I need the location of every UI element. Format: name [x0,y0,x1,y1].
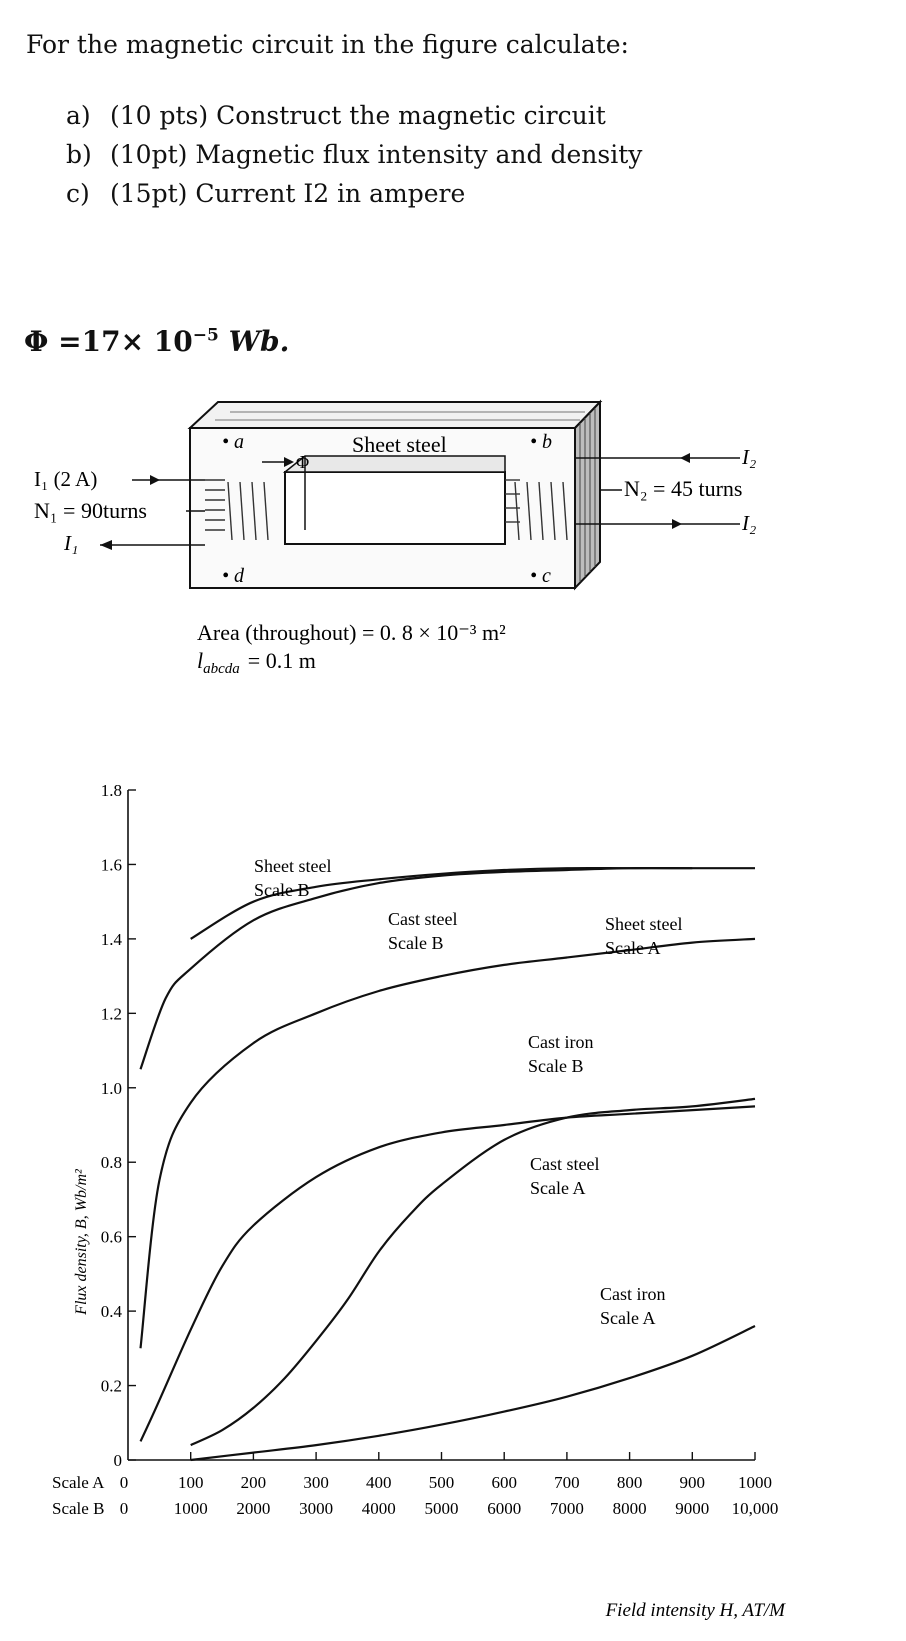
part-c-text: (15pt) Current I2 in ampere [110,179,466,208]
part-b [66,135,642,174]
x-tick-label-scale-a: 0 [119,1473,129,1492]
part-b-label: b) [66,140,92,169]
arrowhead-icon [150,475,160,485]
point-d-label: • d [222,565,245,587]
problem-intro: For the magnetic circuit in the figure calculate: [26,30,629,59]
part-c [66,174,642,213]
plot-frame [128,790,755,1460]
x-axis-label: Field intensity H, AT/M [605,1600,785,1621]
x-tick-label-scale-a: 1000 [738,1473,772,1492]
x-tick-label-scale-b: 9000 [675,1499,710,1518]
curve-annotation-scale: Scale A [530,1178,586,1198]
y-tick-label: 0.4 [100,1302,122,1322]
bh-curve-5 [191,1099,755,1445]
y-tick-label: 1.4 [100,929,122,949]
coil-1-turns-label: N₁ = 90turns [34,498,147,523]
y-tick-label: 0.2 [100,1376,122,1396]
material-label: Sheet steel [352,432,447,457]
magnetic-core-figure [0,390,906,710]
y-tick-label: 0.6 [100,1227,122,1247]
coil-2-current-label: I₂ [742,445,757,469]
curve-annotation-scale: Scale A [600,1308,656,1328]
given-flux-unit: Wb. [228,325,290,358]
part-a-label: a) [66,101,91,130]
arrowhead-icon [100,540,112,550]
x-tick-label-scale-b: 2000 [236,1499,271,1518]
bh-curve-6 [191,1326,755,1460]
bh-curve-2 [141,868,756,1069]
y-tick-label: 1.2 [100,1004,122,1024]
given-flux [24,325,289,358]
point-b-label: • b [530,431,553,453]
x-tick-label-scale-b: 8000 [612,1499,647,1518]
area-label: Area (throughout) = 0. 8 × 10⁻³ m² [197,620,506,645]
given-flux-prefix: Φ =17× 10 [24,325,193,358]
x-tick-label-scale-b: 0 [119,1499,129,1518]
x-tick-label-scale-b: 6000 [487,1499,522,1518]
bh-curve-chart [0,781,906,1640]
x-tick-label-scale-a: 300 [303,1473,329,1492]
x-tick-label-scale-a: 900 [679,1473,706,1492]
x-tick-label-scale-b: 4000 [361,1499,396,1518]
x-tick-label-scale-b: 7000 [549,1499,584,1518]
arrowhead-icon [680,453,690,463]
plot-ticks [52,781,778,1518]
coil-2-return-label: I₂ [742,511,757,535]
plot-curves [141,868,756,1460]
x-tick-label-scale-a: 800 [616,1473,643,1492]
core-window [285,472,505,544]
part-c-label: c) [66,179,90,208]
scale-a-label: Scale A [52,1473,105,1492]
x-tick-label-scale-b: 5000 [424,1499,459,1518]
part-a [66,96,642,135]
curve-annotation-material: Sheet steel [254,856,332,876]
x-tick-label-scale-a: 500 [428,1473,455,1492]
length-label: $l_{abcda} = 0.1$ m [197,648,316,677]
point-a-label: • a [222,431,245,453]
curve-annotation-scale: Scale A [605,938,661,958]
curve-annotation-material: Cast iron [600,1284,666,1304]
y-tick-label: 1.0 [100,1078,122,1098]
x-tick-label-scale-a: 600 [491,1473,517,1492]
scale-b-label: Scale B [52,1499,105,1518]
coil-1-current-label: I₁ (2 A) [34,467,98,491]
core-top-face [190,402,600,428]
y-tick-label: 0.8 [100,1153,122,1173]
plot-annotations [254,856,682,1328]
core-window-depth [285,456,505,472]
curve-annotation-scale: Scale B [254,880,310,900]
x-tick-label-scale-a: 100 [177,1473,204,1492]
curve-annotation-material: Cast iron [528,1032,594,1052]
flux-symbol: Φ [296,452,310,472]
given-flux-exponent: −5 [192,325,219,346]
part-b-text: (10pt) Magnetic flux intensity and density [110,140,643,169]
y-axis-label: Flux density, B, Wb/m² [73,1169,90,1315]
curve-annotation-scale: Scale B [388,933,444,953]
y-tick-label: 1.6 [100,855,122,875]
arrowhead-icon [672,519,682,529]
problem-parts-list [66,96,642,213]
x-tick-label-scale-b: 1000 [173,1499,208,1518]
curve-annotation-material: Sheet steel [605,914,683,934]
curve-annotation-scale: Scale B [528,1056,584,1076]
point-c-label: • c [530,565,551,587]
coil-1-return-label: I₁ [64,531,79,555]
curve-annotation-material: Cast steel [530,1154,600,1174]
bh-curve-4 [141,1106,756,1441]
x-tick-label-scale-a: 400 [366,1473,392,1492]
part-a-text: (10 pts) Construct the magnetic circuit [110,101,606,130]
y-tick-label: 0 [113,1451,122,1470]
curve-annotation-material: Cast steel [388,909,458,929]
x-tick-label-scale-b: 10,000 [731,1499,779,1518]
x-tick-label-scale-a: 200 [240,1473,267,1492]
core-side-face [575,402,600,588]
y-tick-label: 1.8 [100,781,122,800]
x-tick-label-scale-a: 700 [554,1473,580,1492]
x-tick-label-scale-b: 3000 [299,1499,334,1518]
coil-2-turns-label: N₂ = 45 turns [624,476,743,501]
